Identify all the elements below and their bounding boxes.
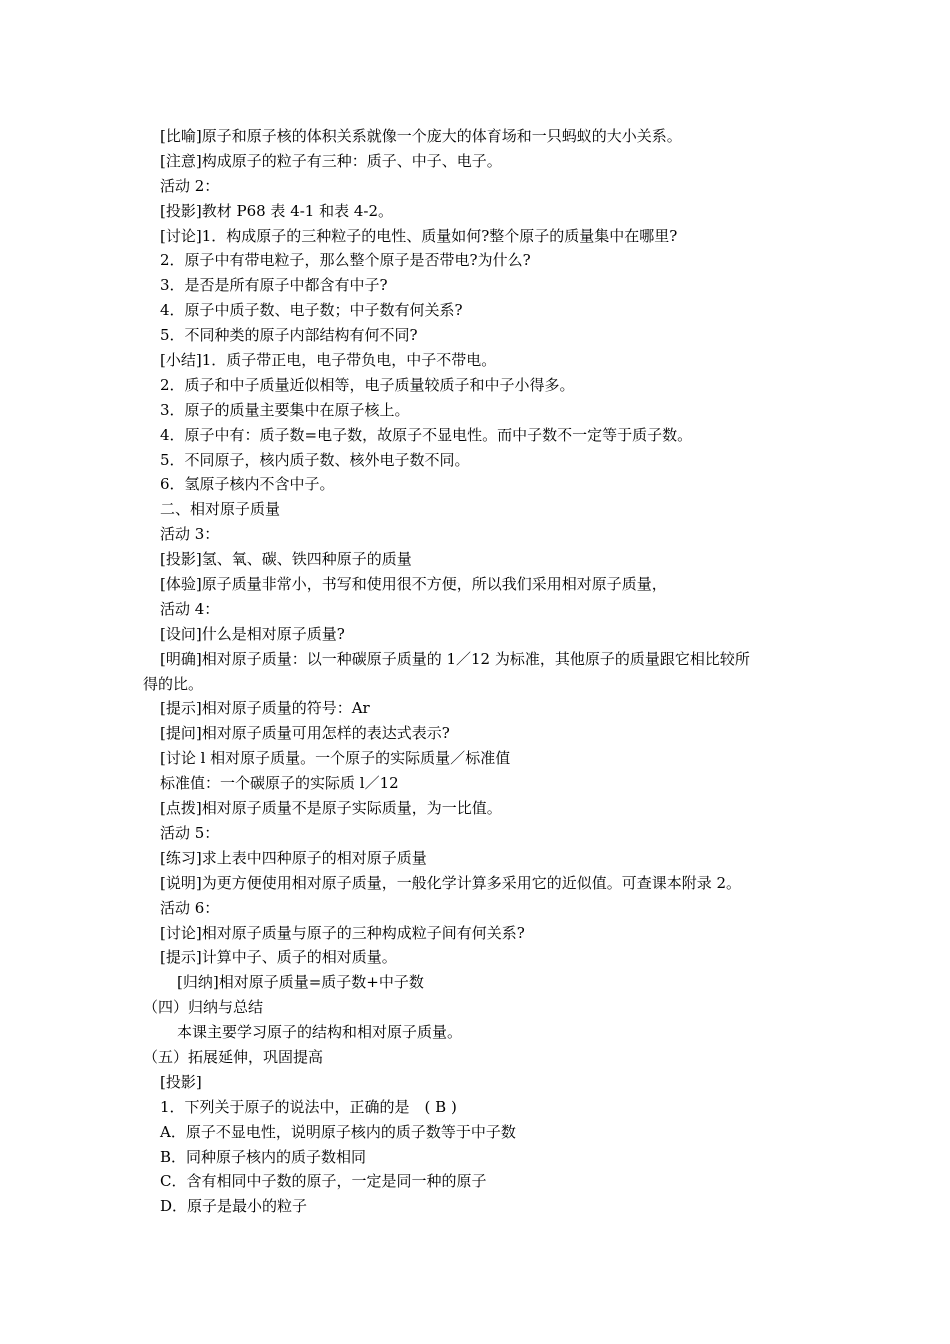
text-line: 3．原子的质量主要集中在原子核上。: [160, 400, 410, 419]
text-line: 活动 5：: [160, 823, 220, 842]
text-line: 活动 2：: [160, 176, 220, 195]
text-line: 本课主要学习原子的结构和相对原子质量。: [177, 1023, 463, 1042]
answer-option: A．原子不显电性，说明原子核内的质子数等于中子数: [160, 1122, 516, 1141]
text-line: [比喻]原子和原子核的体积关系就像一个庞大的体育场和一只蚂蚁的大小关系。: [160, 127, 682, 145]
answer-option: B．同种原子核内的质子数相同: [160, 1147, 367, 1166]
text-line: [体验]原子质量非常小，书写和使用很不方便，所以我们采用相对原子质量，: [160, 575, 667, 594]
text-line: 6．氢原子核内不含中子。: [160, 475, 335, 494]
text-line: 4．原子中质子数、电子数；中子数有何关系?: [160, 301, 463, 320]
section-heading: （四）归纳与总结: [143, 998, 264, 1017]
text-line: 活动 3：: [160, 525, 220, 544]
text-line: [设问]什么是相对原子质量?: [160, 624, 345, 643]
text-line: [明确]相对原子质量：以一种碳原子质量的 1／12 为标准，其他原子的质量跟它相比较所: [160, 649, 750, 668]
text-line: 2．质子和中子质量近似相等，电子质量较质子和中子小得多。: [160, 375, 575, 394]
text-line: [投影]教材 P68 表 4-1 和表 4-2。: [160, 201, 394, 220]
text-line: 活动 6：: [160, 898, 220, 917]
section-heading: （五）拓展延伸，巩固提高: [143, 1047, 324, 1066]
text-line: [提示]计算中子、质子的相对质量。: [160, 948, 397, 967]
text-line: [提问]相对原子质量可用怎样的表达式表示?: [160, 724, 450, 743]
text-line: [讨论 l 相对原子质量。一个原子的实际质量／标准值: [160, 749, 511, 768]
text-line: [练习]求上表中四种原子的相对原子质量: [160, 848, 427, 867]
text-line: [说明]为更方便使用相对原子质量，一般化学计算多采用它的近似值。可查课本附录 2。: [160, 873, 742, 892]
text-line: 5．不同种类的原子内部结构有何不同?: [160, 326, 418, 345]
text-line: 得的比。: [143, 674, 204, 693]
text-line: 2．原子中有带电粒子，那么整个原子是否带电?为什么?: [160, 251, 531, 270]
text-line: [投影]氢、氧、碳、铁四种原子的质量: [160, 550, 412, 569]
text-line: [小结]1．质子带正电，电子带负电，中子不带电。: [160, 351, 497, 370]
text-line: [注意]构成原子的粒子有三种：质子、中子、电子。: [160, 151, 502, 170]
text-line: [讨论]1．构成原子的三种粒子的电性、质量如何?整个原子的质量集中在哪里?: [160, 226, 678, 245]
text-line: 标准值：一个碳原子的实际质 l／12: [160, 774, 399, 793]
text-line: 4．原子中有：质子数=电子数，故原子不显电性。而中子数不一定等于质子数。: [160, 425, 693, 444]
section-heading: 二、相对原子质量: [160, 500, 281, 519]
answer-option: D．原子是最小的粒子: [160, 1197, 308, 1216]
answer-option: C．含有相同中子数的原子，一定是同一种的原子: [160, 1172, 487, 1191]
document-body: [143, 124, 823, 1219]
text-line: [投影]: [160, 1072, 202, 1091]
text-line: [讨论]相对原子质量与原子的三种构成粒子间有何关系?: [160, 923, 525, 942]
text-line: [提示]相对原子质量的符号：Ar: [160, 699, 370, 718]
text-line: 3．是否是所有原子中都含有中子?: [160, 276, 388, 295]
question-text: 1．下列关于原子的说法中，正确的是 ( B ): [160, 1097, 457, 1116]
text-line: [点拨]相对原子质量不是原子实际质量，为一比值。: [160, 799, 502, 818]
text-line: [归纳]相对原子质量=质子数+中子数: [177, 973, 424, 992]
text-line: 5．不同原子，核内质子数、核外电子数不同。: [160, 450, 470, 469]
text-line: 活动 4：: [160, 599, 220, 618]
